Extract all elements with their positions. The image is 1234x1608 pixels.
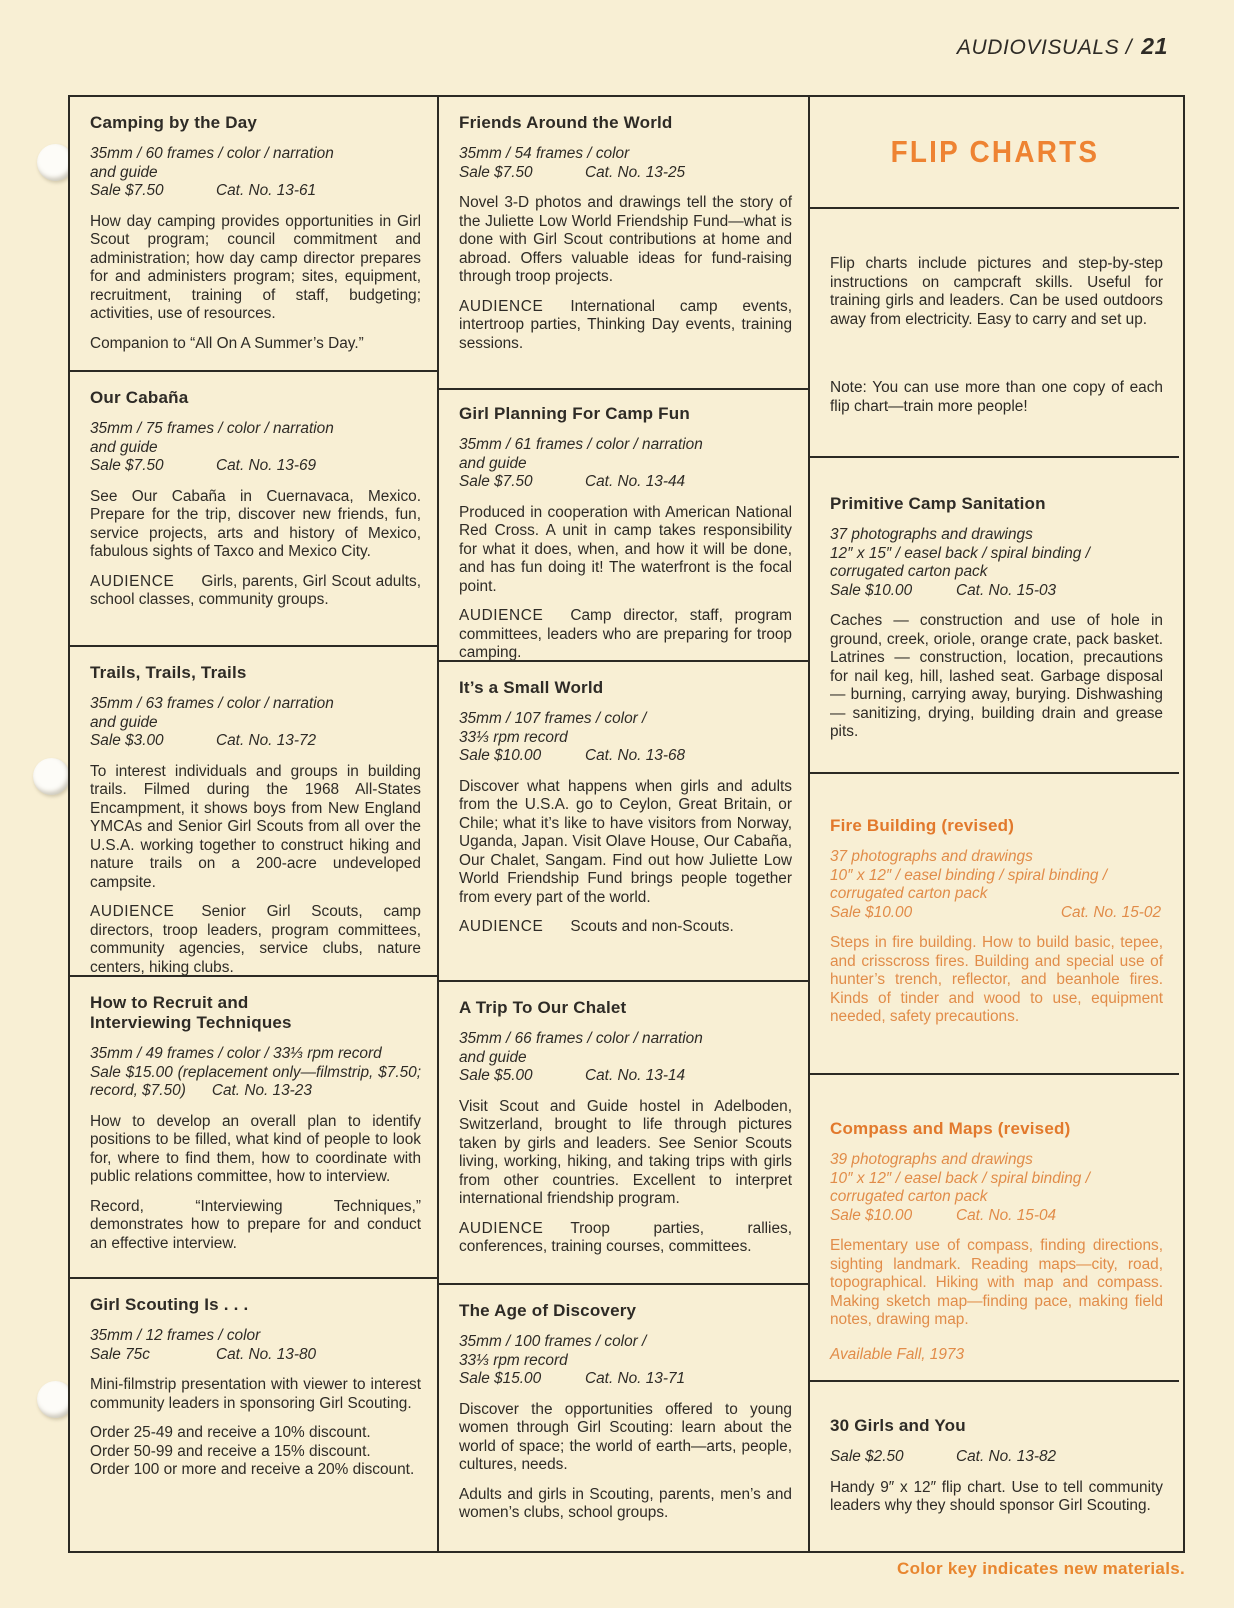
entry-30-girls-and-you: [810, 1382, 1179, 1551]
entry-description: Caches — construction and use of hole in ground, creek, oriole, orange crate, pack basket. Latrines — construction, location, precautions for nail keg, hill, lashed seat. Garbage disposal — burning, carrying away, burying. Dishwashing — sanitizing, drying, building drain and grease pits.: [830, 612, 1163, 740]
entry-title: Primitive Camp Sanitation: [830, 494, 1046, 513]
sale-line: [830, 904, 1163, 923]
sale-price: Sale $10.00: [830, 581, 913, 599]
entry-specs: [459, 1030, 792, 1086]
spec-line: 10″ x 12″ / easel back / spiral binding /: [830, 1169, 1090, 1187]
sale-price: Sale $10.00: [830, 903, 913, 921]
sale-price: Sale $7.50: [90, 457, 164, 474]
sale-price: Sale $5.00: [459, 1067, 533, 1084]
spec-line: 35mm / 54 frames / color: [459, 145, 630, 162]
audience-line: [90, 903, 421, 977]
column-middle: [437, 97, 808, 1551]
entry-title: How to Recruit and: [90, 993, 249, 1012]
entry-note: Companion to “All On A Summer’s Day.”: [90, 334, 364, 352]
sale-line: [459, 747, 792, 766]
availability-note: Available Fall, 1973: [830, 1345, 965, 1363]
audience-text: Troop parties, rallies, conferences, training courses, committees.: [459, 1219, 792, 1255]
sale-price: Sale $10.00: [830, 1206, 913, 1224]
audience-text: Senior Girl Scouts, camp directors, troop leaders, program committees, community agencies, service clubs, nature centers, hiking clubs.: [90, 903, 421, 976]
entry-description: Visit Scout and Guide hostel in Adelboden, Switzerland, brought to life through pictures taken by girls and leaders. See Senior Scouts living, working, hiking, and taking trips with girls from other countries. Excellent to interpret international friendship program.: [459, 1097, 792, 1207]
spec-line: 39 photographs and drawings: [830, 1151, 1033, 1168]
flip-charts-header: [810, 97, 1179, 209]
entry-specs: [90, 695, 421, 751]
color-key-note: Color key indicates new materials.: [897, 1559, 1185, 1578]
spec-line: 12″ x 15″ / easel back / spiral binding /: [830, 544, 1090, 562]
entry-title: Girl Planning For Camp Fun: [459, 404, 690, 423]
audience-label: AUDIENCE: [459, 918, 544, 935]
catalog-number: Cat. No. 15-03: [956, 581, 1057, 599]
spec-line: 10″ x 12″ / easel binding / spiral binding /: [830, 866, 1107, 884]
entry-girl-planning-for-camp-fun: [439, 390, 808, 662]
column-left: [70, 97, 437, 1551]
audience-line: [459, 607, 792, 662]
hole-punch: [33, 758, 70, 795]
entry-title: Trails, Trails, Trails: [90, 663, 247, 682]
audience-text: Camp director, staff, program committees, leaders who are preparing for troop camping.: [459, 607, 792, 661]
audience-line: [459, 298, 792, 354]
sale-price: Sale $3.00: [90, 732, 164, 749]
catalog-grid: [68, 95, 1185, 1553]
entry-friends-around-the-world: [439, 97, 808, 390]
entry-compass-and-maps: [810, 1075, 1179, 1382]
entry-description: Steps in fire building. How to build basic, tepee, and crisscross fires. Building and special use of hunter’s trench, reflector, and beanhole fires. Kinds of tinder and wood to use, equipment needed, safety precautions.: [830, 934, 1163, 1025]
sale-price: Sale $15.00 (replacement only—filmstrip, $7.50; record, $7.50): [90, 1063, 421, 1099]
catalog-number: Cat. No. 13-80: [216, 1345, 317, 1363]
sale-price: Sale $7.50: [459, 163, 533, 181]
entry-title: Our Cabaña: [90, 388, 189, 407]
sale-price: Sale $7.50: [90, 182, 164, 199]
entry-specs: [830, 848, 1163, 922]
entry-title: Compass and Maps (revised): [830, 1119, 1071, 1138]
discount-line: Order 25-49 and receive a 10% discount.: [90, 1424, 371, 1441]
sale-line: [459, 1067, 792, 1086]
catalog-number: Cat. No. 13-44: [585, 473, 686, 490]
audience-text: Girls, parents, Girl Scout adults, school classes, community groups.: [90, 572, 421, 608]
sale-line: [90, 457, 421, 476]
catalog-number: Cat. No. 13-25: [585, 163, 686, 181]
spec-line: 37 photographs and drawings: [830, 848, 1033, 865]
spec-line: and guide: [90, 713, 158, 731]
entry-specs: [459, 436, 792, 492]
entry-girl-scouting-is: [70, 1279, 437, 1551]
spec-line: corrugated carton pack: [830, 563, 988, 580]
spec-line: corrugated carton pack: [830, 885, 988, 902]
spec-line: 35mm / 66 frames / color / narration: [459, 1030, 703, 1047]
entry-specs: [90, 145, 421, 201]
entry-specs: [459, 710, 792, 766]
spec-line: 33⅓ rpm record: [459, 728, 568, 746]
entry-description: How to develop an overall plan to identify positions to be filled, what kind of people to look for, where to find them, how to coordinate with public relations committee, how to interview.: [90, 1112, 421, 1185]
entry-trails-trails-trails: [70, 647, 437, 977]
section-title: AUDIOVISUALS /: [956, 36, 1133, 59]
entry-specs: [830, 1151, 1163, 1225]
catalog-number: Cat. No. 13-68: [585, 747, 686, 764]
spec-line: and guide: [90, 163, 158, 181]
entry-description: See Our Cabaña in Cuernavaca, Mexico. Prepare for the trip, discover new friends, fun, service projects, arts and history of Mexico, fabulous sights of Taxco and Mexico City.: [90, 487, 421, 560]
entry-fire-building: [810, 774, 1179, 1075]
sale-line: [90, 182, 421, 201]
audience-line: [90, 573, 421, 610]
sale-line: [830, 1207, 1163, 1226]
spec-line: 35mm / 12 frames / color: [90, 1327, 261, 1344]
sale-price: Sale $2.50: [830, 1448, 904, 1465]
entry-specs: [459, 1333, 792, 1389]
entry-title: Girl Scouting Is . . .: [90, 1295, 249, 1314]
sale-line: [459, 473, 792, 492]
sale-line: [830, 1448, 1163, 1467]
audience-label: AUDIENCE: [459, 607, 544, 624]
discount-line: Order 50-99 and receive a 15% discount.: [90, 1442, 371, 1460]
audience-line: [459, 918, 792, 937]
sale-line: [90, 1064, 421, 1101]
page-number: 21: [1141, 33, 1168, 59]
spec-line: 33⅓ rpm record: [459, 1351, 568, 1369]
catalog-number: Cat. No. 13-82: [956, 1448, 1057, 1465]
spec-line: 35mm / 61 frames / color / narration: [459, 436, 703, 453]
sale-line: [459, 1370, 792, 1389]
entry-note: Adults and girls in Scouting, parents, men’s and women’s clubs, school groups.: [459, 1485, 792, 1521]
sale-line: [90, 1346, 421, 1365]
spec-line: and guide: [90, 438, 158, 456]
audience-text: Scouts and non-Scouts.: [570, 918, 734, 935]
entry-description: To interest individuals and groups in building trails. Filmed during the 1968 All-States Encampment, it shows boys from New England YMCAs and Senior Girl Scouts from all over the U.S.A. working together to construct hiking and nature trails on a 200-acre undeveloped campsite.: [90, 762, 421, 891]
catalog-number: Cat. No. 15-02: [1060, 903, 1161, 921]
entry-camping-by-the-day: [70, 97, 437, 372]
entry-description: How day camping provides opportunities in Girl Scout program; council commitment and administration; how day camp director prepares for and administers program; sites, equipment, recruitment, training of staff, budgeting; activities, use of resources.: [90, 212, 421, 322]
spec-line: and guide: [459, 1048, 527, 1066]
entry-the-age-of-discovery: [439, 1285, 808, 1551]
entry-title: It’s a Small World: [459, 678, 604, 697]
flip-charts-title: FLIP CHARTS: [890, 134, 1099, 169]
spec-line: and guide: [459, 454, 527, 472]
spec-line: 35mm / 49 frames / color / 33⅓ rpm record: [90, 1045, 382, 1062]
entry-specs: [90, 1327, 421, 1364]
audience-line: [459, 1220, 792, 1257]
entry-title: A Trip To Our Chalet: [459, 998, 627, 1017]
entry-specs: [90, 420, 421, 476]
entry-description: Handy 9″ x 12″ flip chart. Use to tell community leaders why they should sponsor Girl Scouting.: [830, 1478, 1163, 1514]
audience-label: AUDIENCE: [459, 1219, 544, 1237]
running-head: [957, 33, 1168, 60]
entry-title-line2: Interviewing Techniques: [90, 1013, 292, 1032]
audience-label: AUDIENCE: [90, 572, 175, 590]
spec-line: 35mm / 100 frames / color /: [459, 1333, 647, 1350]
flip-charts-note: Note: You can use more than one copy of each flip chart—train more people!: [830, 379, 1163, 415]
entry-our-cabana: [70, 372, 437, 647]
catalog-number: Cat. No. 13-23: [211, 1082, 312, 1099]
flip-charts-intro-text: Flip charts include pictures and step-by-step instructions on campcraft skills. Useful for training girls and leaders. Can be used outdoors away from electricity. Easy to carry and set up.: [830, 255, 1163, 328]
entry-description: Novel 3-D photos and drawings tell the story of the Juliette Low World Friendship Fund—what is done with Girl Scout contributions at home and abroad. Offers valuable ideas for fund-raising through troop projects.: [459, 194, 792, 285]
entry-a-trip-to-our-chalet: [439, 982, 808, 1285]
spec-line: 35mm / 60 frames / color / narration: [90, 145, 334, 162]
entry-specs: [830, 1448, 1163, 1467]
catalog-number: Cat. No. 13-71: [585, 1370, 686, 1387]
spec-line: corrugated carton pack: [830, 1188, 988, 1205]
entry-how-to-recruit: [70, 977, 437, 1279]
column-right: [808, 97, 1179, 1551]
discount-line: Order 100 or more and receive a 20% discount.: [90, 1461, 415, 1478]
spec-line: 35mm / 63 frames / color / narration: [90, 695, 334, 712]
catalog-number: Cat. No. 15-04: [956, 1206, 1057, 1224]
entry-note: Record, “Interviewing Techniques,” demonstrates how to prepare for and conduct an effective interview.: [90, 1197, 421, 1252]
entry-description: Discover what happens when girls and adults from the U.S.A. go to Ceylon, Great Britain, or Chile; what it’s like to have visitors from Norway, Uganda, Japan. Visit Olave House, Our Cabaña, Our Chalet, Sangam. Find out how Juliette Low World Friendship Fund brings people together from every part of the world.: [459, 777, 792, 906]
spec-line: 37 photographs and drawings: [830, 526, 1033, 543]
sale-price: Sale 75c: [90, 1345, 150, 1363]
entry-description: Discover the opportunities offered to young women through Girl Scouting: learn about the world of space; the world of earth—arts, people, cultures, needs.: [459, 1400, 792, 1473]
sale-line: [90, 732, 421, 751]
catalog-number: Cat. No. 13-14: [585, 1067, 686, 1084]
entry-title: Camping by the Day: [90, 113, 258, 132]
entry-title: The Age of Discovery: [459, 1301, 637, 1320]
sale-price: Sale $10.00: [459, 747, 542, 764]
entry-specs: [90, 1045, 421, 1101]
catalog-number: Cat. No. 13-61: [216, 182, 317, 199]
entry-title: 30 Girls and You: [830, 1416, 966, 1435]
audience-label: AUDIENCE: [90, 903, 175, 920]
catalog-number: Cat. No. 13-69: [216, 457, 317, 474]
entry-specs: [830, 526, 1163, 600]
flip-charts-intro: [810, 209, 1179, 458]
entry-description: Mini-filmstrip presentation with viewer to interest community leaders in sponsoring Girl Scouting.: [90, 1376, 421, 1412]
catalog-number: Cat. No. 13-72: [216, 732, 317, 749]
entry-title: Fire Building (revised): [830, 816, 1015, 835]
spec-line: 35mm / 107 frames / color /: [459, 710, 647, 727]
entry-specs: [459, 145, 792, 182]
entry-primitive-camp-sanitation: [810, 458, 1179, 774]
entry-its-a-small-world: [439, 662, 808, 982]
entry-description: Elementary use of compass, finding directions, sighting landmark. Reading maps—city, road, topographical. Hiking with map and compass. Making sketch map—finding pace, making field notes, drawing map.: [830, 1237, 1163, 1328]
spec-line: 35mm / 75 frames / color / narration: [90, 420, 334, 437]
discount-terms: [90, 1424, 421, 1480]
audience-text: International camp events, intertroop parties, Thinking Day events, training sessions.: [459, 297, 792, 352]
sale-price: Sale $15.00: [459, 1370, 542, 1387]
entry-title: Friends Around the World: [459, 113, 673, 132]
sale-line: [459, 164, 792, 183]
entry-description: Produced in cooperation with American National Red Cross. A unit in camp takes responsibility for what it does, when, and how it will be done, and has fun doing it! The waterfront is the focal point.: [459, 503, 792, 595]
audience-label: AUDIENCE: [459, 297, 544, 315]
sale-line: [830, 582, 1163, 601]
sale-price: Sale $7.50: [459, 473, 533, 490]
